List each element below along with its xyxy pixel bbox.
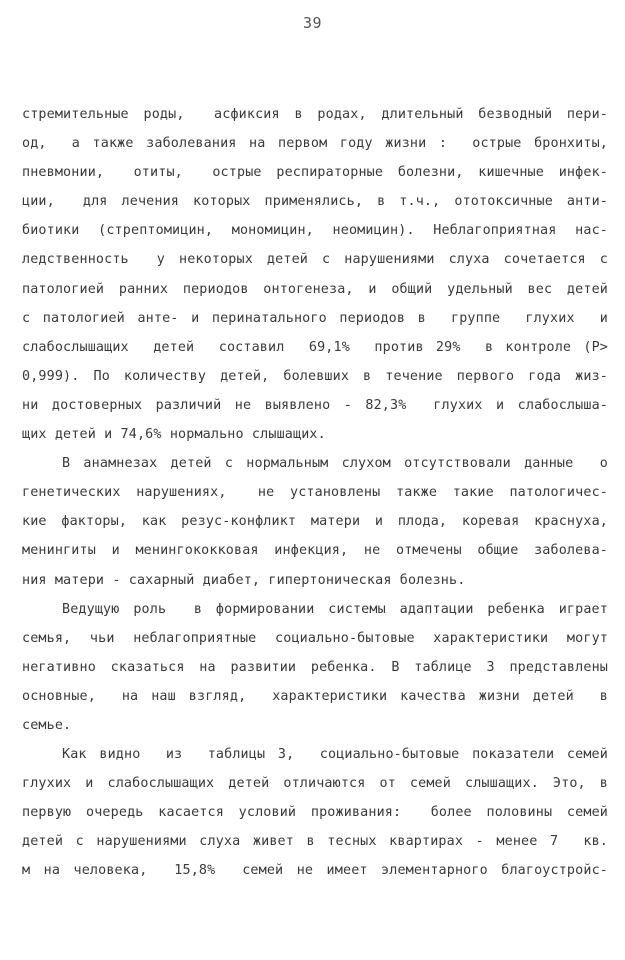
- paragraph-4: [22, 740, 608, 885]
- body-text: [22, 100, 608, 886]
- text-line: генетических нарушениях, не установлены также такие патологичес-: [22, 485, 608, 501]
- text-line: слабослышащих детей составил 69,1% против 29% в контроле (P>: [22, 339, 608, 355]
- text-line: щих детей и 74,6% нормально слышащих.: [22, 427, 326, 443]
- paragraph-3: [22, 595, 608, 740]
- text-line: детей с нарушениями слуха живет в тесных квартирах - менее 7 кв.: [22, 834, 608, 850]
- text-line: с патологией анте- и перинатального периодов в группе глухих и: [22, 310, 608, 326]
- text-line: основные, на наш взгляд, характеристики качества жизни детей в: [22, 688, 608, 704]
- text-line: стремительные роды, асфиксия в родах, длительный безводный пери-: [22, 107, 608, 122]
- text-line: м на человека, 15,8% семей не имеет элементарного благоустройс-: [22, 863, 608, 879]
- text-line: кие факторы, как резус-конфликт матери и плода, коревая краснуха,: [22, 514, 608, 530]
- page-number: 39: [302, 14, 323, 32]
- text-line: В анамнезах детей с нормальным слухом отсутствовали данные о: [62, 456, 608, 472]
- text-line: ния матери - сахарный диабет, гипертоническая болезнь.: [22, 572, 466, 588]
- text-line: глухих и слабослышащих детей отличаются от семей слышащих. Это, в: [22, 776, 608, 792]
- text-line: ледственность у некоторых детей с нарушениями слуха сочетается с: [22, 252, 608, 268]
- text-line: семье.: [22, 717, 72, 733]
- text-line: патологией ранних периодов онтогенеза, и общий удельный вес детей: [22, 281, 608, 297]
- text-line: Ведущую роль в формировании системы адаптации ребенка играет: [62, 601, 608, 617]
- text-line: менингиты и менингококковая инфекция, не отмечены общие заболева-: [22, 543, 608, 559]
- text-line: ции, для лечения которых применялись, в т.ч., ототоксичные анти-: [22, 194, 608, 210]
- text-line: ни достоверных различий не выявлено - 82,3% глухих и слабослыша-: [22, 397, 608, 413]
- text-line: семья, чьи неблагоприятные социально-бытовые характеристики могут: [22, 630, 608, 646]
- text-line: пневмонии, отиты, острые респираторные болезни, кишечные инфек-: [22, 165, 608, 181]
- paragraph-2: [22, 449, 608, 594]
- text-line: первую очередь касается условий проживания: более половины семей: [22, 805, 608, 821]
- text-line: негативно сказаться на развитии ребенка. В таблице 3 представлены: [22, 659, 608, 675]
- text-line: од, а также заболевания на первом году жизни : острые бронхиты,: [22, 136, 608, 152]
- text-line: Как видно из таблицы 3, социально-бытовые показатели семей: [62, 747, 608, 763]
- text-line: 0,999). По количеству детей, болевших в течение первого года жиз-: [22, 368, 608, 384]
- text-line: биотики (стрептомицин, мономицин, неомицин). Неблагоприятная нас-: [22, 223, 608, 239]
- paragraph-1: [22, 100, 608, 449]
